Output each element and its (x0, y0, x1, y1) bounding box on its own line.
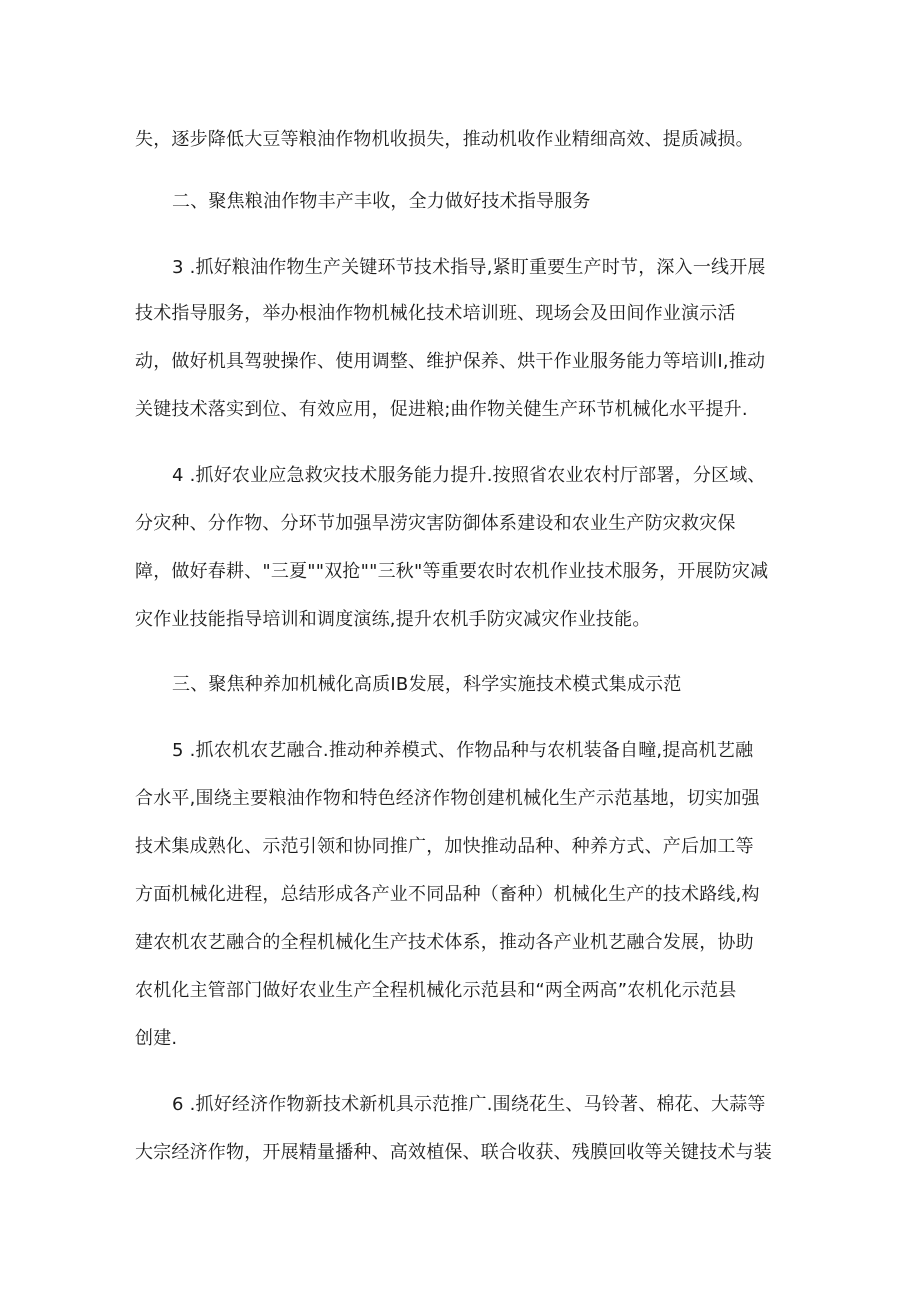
text-line: 分灾种、分作物、分环节加强旱涝灾害防御体系建设和农业生产防灾救灾保 (135, 513, 736, 534)
text-line: 3 .抓好粮油作物生产关键环节技术指导,紧盯重要生产时节，深入一线开展 (172, 257, 766, 278)
text-line: 动，做好机具驾驶操作、使用调整、维护保养、烘干作业服务能力等培训I,推动 (135, 351, 766, 372)
text-line: 方面机械化进程，总结形成各产业不同品种（畜种）机械化生产的技术路线,构 (135, 884, 760, 905)
text-line: 大宗经济作物，开展精量播种、高效植保、联合收获、残膜回收等关键技术与装 (135, 1142, 772, 1163)
section-heading: 二、聚焦粮油作物丰产丰收，全力做好技术指导服务 (172, 191, 591, 212)
text-line: 灾作业技能指导培训和调度演练,提升农机手防灾减灾作业技能。 (135, 609, 651, 630)
text-line: 4 .抓好农业应急救灾技术服务能力提升.按照省农业农村厅部署，分区域、 (172, 465, 766, 486)
text-line: 合水平,围绕主要粮油作物和特色经济作物创建机械化生产示范基地，切实加强 (135, 788, 760, 809)
section-heading: 三、聚焦种养加机械化高质IB发展，科学实施技术模式集成示范 (172, 674, 682, 695)
text-line: 技术集成熟化、示范引领和协同推广，加快推动品种、种养方式、产后加工等 (135, 836, 754, 857)
text-line: 建农机农艺融合的全程机械化生产技术体系，推动各产业机艺融合发展，协助 (135, 932, 754, 953)
text-line: 5 .抓农机农艺融合.推动种养模式、作物品种与农机装备自疃,提高机艺融 (172, 740, 754, 761)
text-line: 关键技术落实到位、有效应用，促进粮;曲作物关健生产环节机械化水平提升. (135, 399, 748, 420)
text-line: 技术指导服务，举办根油作物机械化技术培训班、现场会及田间作业演示活 (135, 303, 736, 324)
text-line: 农机化主管部门做好农业生产全程机械化示范县和“两全两高”农机化示范县 (135, 980, 737, 1001)
text-line: 失，逐步降低大豆等粮油作物机收损失，推动机收作业精细高效、提质减损。 (135, 129, 754, 150)
text-line: 6 .抓好经济作物新技术新机具示范推广.围绕花生、马铃著、棉花、大蒜等 (172, 1094, 766, 1115)
text-line: 创建. (135, 1028, 178, 1049)
text-line: 障，做好春耕、"三夏""双抢""三秋"等重要农时农机作业技术服务，开展防灾减 (135, 561, 769, 582)
